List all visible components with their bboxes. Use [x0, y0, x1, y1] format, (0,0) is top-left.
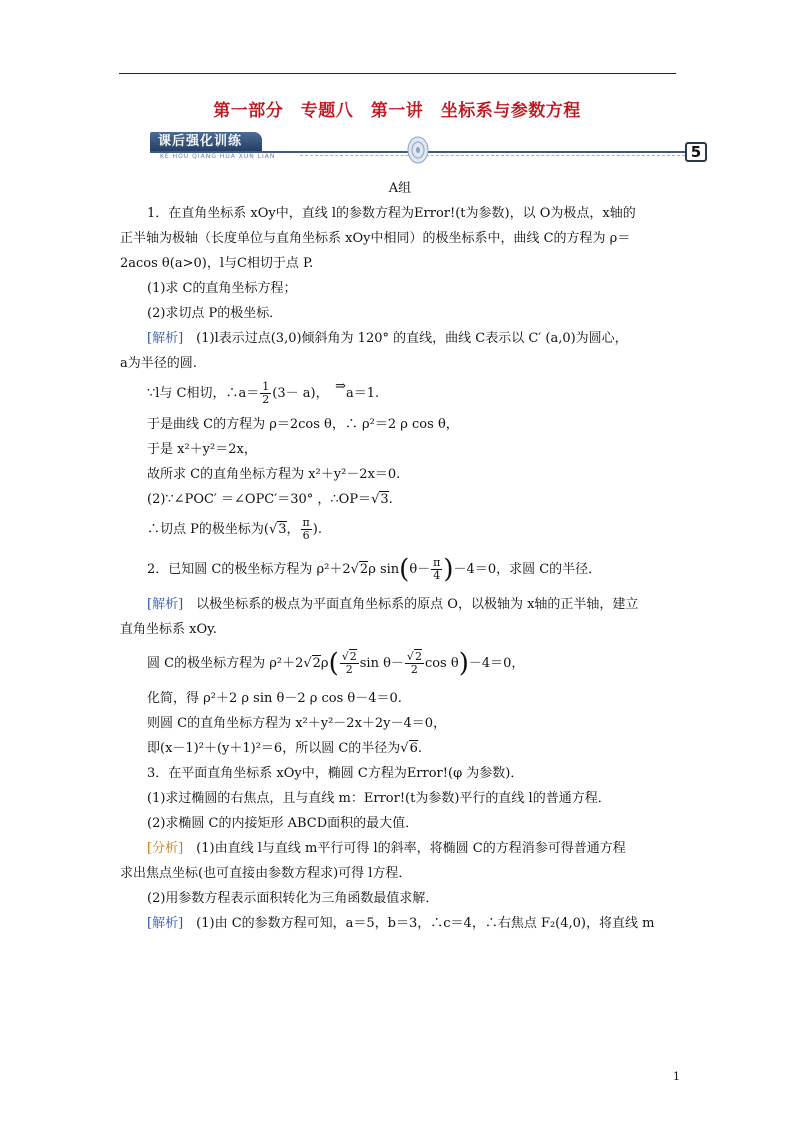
a1-line-3: ∵l与 C相切，∴a＝ $\frac{1}{2}$ (3－ a)， ⇒a＝1. — [147, 379, 380, 406]
banner-label: 课后强化训练 — [150, 132, 262, 151]
q3-line-1: 3．在平面直角坐标系 xOy中，椭圆 C方程为Error!(φ 为参数)． — [147, 766, 524, 781]
disc-icon — [406, 135, 430, 165]
a3-line-1: [解析] (1)由 C的参数方程可知，a＝5，b＝3，∴c＝4，∴右焦点 F₂(4,0)，将直线 m — [147, 916, 655, 931]
an3-line-2: 求出焦点坐标(也可直接由参数方程求)可得 l方程． — [120, 866, 412, 881]
an3-line-3: (2)用参数方程表示面积转化为三角函数最值求解． — [147, 891, 439, 906]
a1-line-6: 故所求 C的直角坐标方程为 x²＋y²－2x＝0. — [147, 467, 401, 482]
header-rule — [119, 73, 676, 74]
q1-line-3: 2acos θ(a>0)，l与C相切于点 P. — [120, 256, 314, 271]
banner-dashed-rule — [300, 155, 685, 156]
a2-line-3: 圆 C的极坐标方程为 ρ²＋2√2ρ( $\frac{√2}{2}$ sin θ－ $\frac{√2}{2}$ cos θ)－4＝0， — [147, 648, 525, 679]
a1-line-7: (2)∵∠POC′ ＝∠OPC′＝30° ，∴OP＝√3. — [147, 492, 393, 507]
analysis-tag: [解析] — [147, 916, 184, 931]
banner-pinyin: KE HOU QIANG HUA XUN LIAN — [160, 153, 276, 160]
fraction: $\frac{√2}{2}$ — [341, 650, 357, 676]
analysis-tag: [分析] — [147, 841, 184, 856]
an3-line-1: [分析] (1)由直线 l与直线 m平行可得 l的斜率，将椭圆 C的方程消参可得普通方程 — [147, 841, 626, 856]
analysis-tag: [解析] — [147, 331, 184, 346]
fraction: $\frac{1}{2}$ — [262, 380, 270, 406]
q1-line-1: 1．在直角坐标系 xOy中，直线 l的参数方程为Error!(t为参数)，以 O为极点，x轴的 — [147, 206, 636, 221]
a1-line-5: 于是 x²＋y²＝2x， — [147, 442, 257, 457]
a2-line-1: [解析] 以极坐标系的极点为平面直角坐标系的原点 O，以极轴为 x轴的正半轴，建立 — [147, 597, 639, 612]
a1-line-8: ∴切点 P的极坐标为(√3， $\frac{\pi}{6}$ ). — [147, 516, 322, 542]
q3-sub-2: (2)求椭圆 C的内接矩形 ABCD面积的最大值． — [147, 816, 419, 831]
fraction: $\frac{√2}{2}$ — [406, 650, 422, 676]
q3-sub-1: (1)求过椭圆的右焦点，且与直线 m：Error!(t为参数)平行的直线 l的普通方程． — [147, 791, 611, 806]
analysis-tag: [解析] — [147, 597, 184, 612]
q2-line-1: 2．已知圆 C的极坐标方程为 ρ²＋2√2ρ sin(θ－ $\frac{\pi}{4}$ )－4＝0，求圆 C的半径． — [147, 554, 602, 585]
lesson-number: 5 — [685, 142, 707, 162]
page-title: 第一部分 专题八 第一讲 坐标系与参数方程 — [213, 101, 581, 121]
implies-arrow: ⇒ — [335, 379, 346, 394]
page-number: 1 — [673, 1070, 680, 1083]
document-body — [120, 176, 680, 936]
q1-line-2: 正半轴为极轴（长度单位与直角坐标系 xOy中相同）的极坐标系中，曲线 C的方程为 ρ＝ — [120, 231, 631, 246]
a1-line-2: a为半径的圆. — [120, 356, 197, 371]
a1-line-1: [解析] (1)l表示过点(3,0)倾斜角为 120° 的直线，曲线 C表示以 C′ (a,0)为圆心， — [147, 331, 628, 346]
q1-sub-2: (2)求切点 P的极坐标． — [147, 306, 283, 321]
a2-line-4: 化简，得 ρ²＋2 ρ sin θ－2 ρ cos θ－4＝0. — [147, 691, 402, 706]
fraction: $\frac{\pi}{4}$ — [433, 556, 441, 582]
a2-line-2: 直角坐标系 xOy. — [120, 622, 217, 637]
a1-line-4: 于是曲线 C的方程为 ρ＝2cos θ，∴ ρ²＝2 ρ cos θ， — [147, 417, 459, 432]
q1-sub-1: (1)求 C的直角坐标方程； — [147, 281, 297, 296]
a2-line-6: 即(x－1)²＋(y＋1)²＝6，所以圆 C的半径为√6. — [147, 741, 422, 756]
section-banner — [150, 132, 710, 172]
fraction: $\frac{\pi}{6}$ — [302, 516, 310, 542]
a2-line-5: 则圆 C的直角坐标方程为 x²＋y²－2x＋2y－4＝0， — [147, 716, 447, 731]
group-heading: A组 — [388, 181, 412, 196]
